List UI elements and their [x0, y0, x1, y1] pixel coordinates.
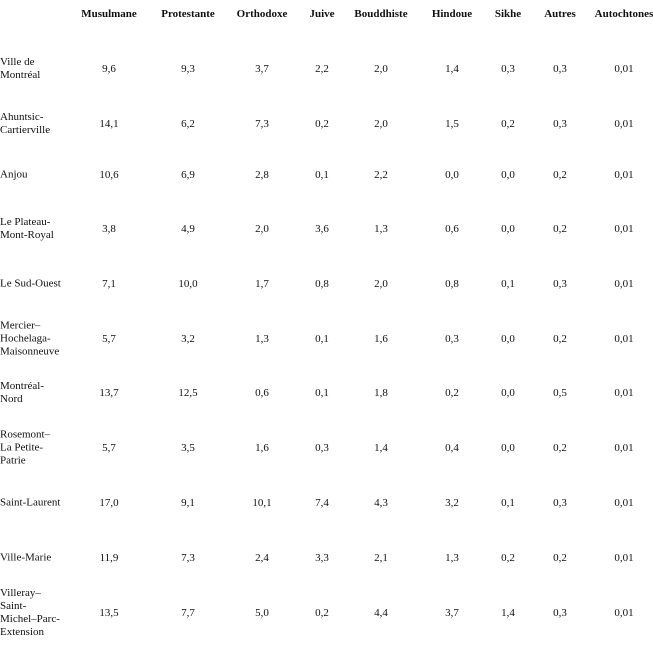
cell-sikhe: 0,2: [501, 118, 515, 130]
col-header-hindoue: Hindoue: [431, 8, 473, 20]
cell-bouddhiste: 2,0: [374, 118, 388, 130]
cell-autochtones: 0,01: [614, 552, 634, 564]
cell-orthodoxe: 3,7: [255, 63, 269, 75]
cell-musulmane: 13,7: [99, 387, 119, 399]
cell-autochtones: 0,01: [614, 169, 634, 181]
cell-orthodoxe: 1,6: [255, 442, 269, 454]
cell-sikhe: 1,4: [501, 607, 515, 619]
cell-musulmane: 3,8: [102, 223, 116, 235]
cell-musulmane: 5,7: [102, 442, 116, 454]
row-label: Ville de Montréal: [0, 56, 41, 81]
cell-autochtones: 0,01: [614, 387, 634, 399]
row-label: Le Sud-Ouest: [0, 277, 61, 290]
cell-hindoue: 3,2: [445, 497, 459, 509]
cell-autres: 0,2: [553, 552, 567, 564]
row-label: Villeray– Saint- Michel–Parc- Extension: [0, 587, 60, 638]
row-label: Montréal- Nord: [0, 380, 44, 405]
cell-protestante: 3,2: [181, 333, 195, 345]
cell-autochtones: 0,01: [614, 442, 634, 454]
cell-orthodoxe: 7,3: [255, 118, 269, 130]
cell-musulmane: 9,6: [102, 63, 116, 75]
cell-bouddhiste: 1,4: [374, 442, 388, 454]
cell-musulmane: 14,1: [99, 118, 119, 130]
cell-orthodoxe: 1,7: [255, 278, 269, 290]
cell-musulmane: 13,5: [99, 607, 119, 619]
row-label: Le Plateau- Mont-Royal: [0, 216, 54, 241]
col-header-juive: Juive: [309, 8, 335, 20]
cell-orthodoxe: 2,4: [255, 552, 269, 564]
cell-juive: 7,4: [315, 497, 329, 509]
cell-juive: 0,1: [315, 169, 329, 181]
cell-sikhe: 0,0: [501, 387, 515, 399]
cell-orthodoxe: 0,6: [255, 387, 269, 399]
row-label: Anjou: [0, 168, 28, 181]
col-header-musulmane: Musulmane: [81, 8, 137, 20]
cell-hindoue: 1,3: [445, 552, 459, 564]
row-label: Ahuntsic- Cartierville: [0, 111, 51, 136]
col-header-autochtones: Autochtones: [594, 8, 653, 20]
cell-orthodoxe: 2,0: [255, 223, 269, 235]
cell-juive: 0,2: [315, 118, 329, 130]
cell-autres: 0,3: [553, 607, 567, 619]
row-label: Ville-Marie: [0, 551, 52, 564]
cell-musulmane: 5,7: [102, 333, 116, 345]
cell-protestante: 7,7: [181, 607, 195, 619]
cell-autochtones: 0,01: [614, 223, 634, 235]
cell-protestante: 10,0: [178, 278, 198, 290]
col-header-autres: Autres: [544, 8, 576, 20]
cell-orthodoxe: 5,0: [255, 607, 269, 619]
cell-protestante: 12,5: [178, 387, 198, 399]
row-label: Saint-Laurent: [0, 496, 61, 509]
cell-autres: 0,2: [553, 333, 567, 345]
cell-protestante: 3,5: [181, 442, 195, 454]
cell-autochtones: 0,01: [614, 118, 634, 130]
cell-juive: 3,6: [315, 223, 329, 235]
cell-hindoue: 0,6: [445, 223, 459, 235]
cell-bouddhiste: 1,3: [374, 223, 388, 235]
cell-juive: 3,3: [315, 552, 329, 564]
cell-hindoue: 0,2: [445, 387, 459, 399]
row-label: Rosemont– La Petite- Patrie: [0, 428, 51, 467]
col-header-bouddhiste: Bouddhiste: [354, 8, 408, 20]
cell-autres: 0,3: [553, 118, 567, 130]
cell-sikhe: 0,1: [501, 497, 515, 509]
cell-autres: 0,3: [553, 497, 567, 509]
row-label: Mercier– Hochelaga- Maisonneuve: [0, 319, 60, 358]
cell-bouddhiste: 2,0: [374, 63, 388, 75]
cell-hindoue: 3,7: [445, 607, 459, 619]
cell-protestante: 9,3: [181, 63, 195, 75]
cell-autres: 0,3: [553, 278, 567, 290]
col-header-orthodoxe: Orthodoxe: [236, 8, 288, 20]
cell-musulmane: 10,6: [99, 169, 119, 181]
cell-autres: 0,2: [553, 223, 567, 235]
cell-sikhe: 0,0: [501, 169, 515, 181]
cell-autres: 0,2: [553, 442, 567, 454]
cell-bouddhiste: 4,4: [374, 607, 388, 619]
cell-orthodoxe: 1,3: [255, 333, 269, 345]
cell-hindoue: 0,3: [445, 333, 459, 345]
cell-autochtones: 0,01: [614, 497, 634, 509]
cell-protestante: 7,3: [181, 552, 195, 564]
cell-sikhe: 0,2: [501, 552, 515, 564]
cell-sikhe: 0,0: [501, 333, 515, 345]
cell-hindoue: 0,0: [445, 169, 459, 181]
cell-musulmane: 7,1: [102, 278, 116, 290]
cell-sikhe: 0,1: [501, 278, 515, 290]
col-header-sikhe: Sikhe: [494, 8, 522, 20]
cell-juive: 0,3: [315, 442, 329, 454]
cell-autochtones: 0,01: [614, 607, 634, 619]
cell-hindoue: 0,4: [445, 442, 459, 454]
cell-protestante: 6,9: [181, 169, 195, 181]
cell-bouddhiste: 2,0: [374, 278, 388, 290]
cell-hindoue: 1,4: [445, 63, 459, 75]
cell-bouddhiste: 2,1: [374, 552, 388, 564]
cell-bouddhiste: 4,3: [374, 497, 388, 509]
col-header-protestante: Protestante: [161, 8, 215, 20]
cell-juive: 2,2: [315, 63, 329, 75]
cell-autres: 0,5: [553, 387, 567, 399]
cell-musulmane: 11,9: [99, 552, 119, 564]
cell-bouddhiste: 1,6: [374, 333, 388, 345]
cell-autochtones: 0,01: [614, 63, 634, 75]
cell-juive: 0,2: [315, 607, 329, 619]
cell-protestante: 4,9: [181, 223, 195, 235]
cell-orthodoxe: 2,8: [255, 169, 269, 181]
cell-sikhe: 0,0: [501, 223, 515, 235]
cell-sikhe: 0,3: [501, 63, 515, 75]
cell-autres: 0,3: [553, 63, 567, 75]
cell-hindoue: 0,8: [445, 278, 459, 290]
cell-protestante: 6,2: [181, 118, 195, 130]
cell-autochtones: 0,01: [614, 278, 634, 290]
cell-protestante: 9,1: [181, 497, 195, 509]
cell-autres: 0,2: [553, 169, 567, 181]
cell-juive: 0,1: [315, 387, 329, 399]
cell-juive: 0,1: [315, 333, 329, 345]
cell-sikhe: 0,0: [501, 442, 515, 454]
cell-autochtones: 0,01: [614, 333, 634, 345]
cell-musulmane: 17,0: [99, 497, 119, 509]
cell-bouddhiste: 1,8: [374, 387, 388, 399]
cell-bouddhiste: 2,2: [374, 169, 388, 181]
cell-orthodoxe: 10,1: [252, 497, 272, 509]
cell-juive: 0,8: [315, 278, 329, 290]
cell-hindoue: 1,5: [445, 118, 459, 130]
